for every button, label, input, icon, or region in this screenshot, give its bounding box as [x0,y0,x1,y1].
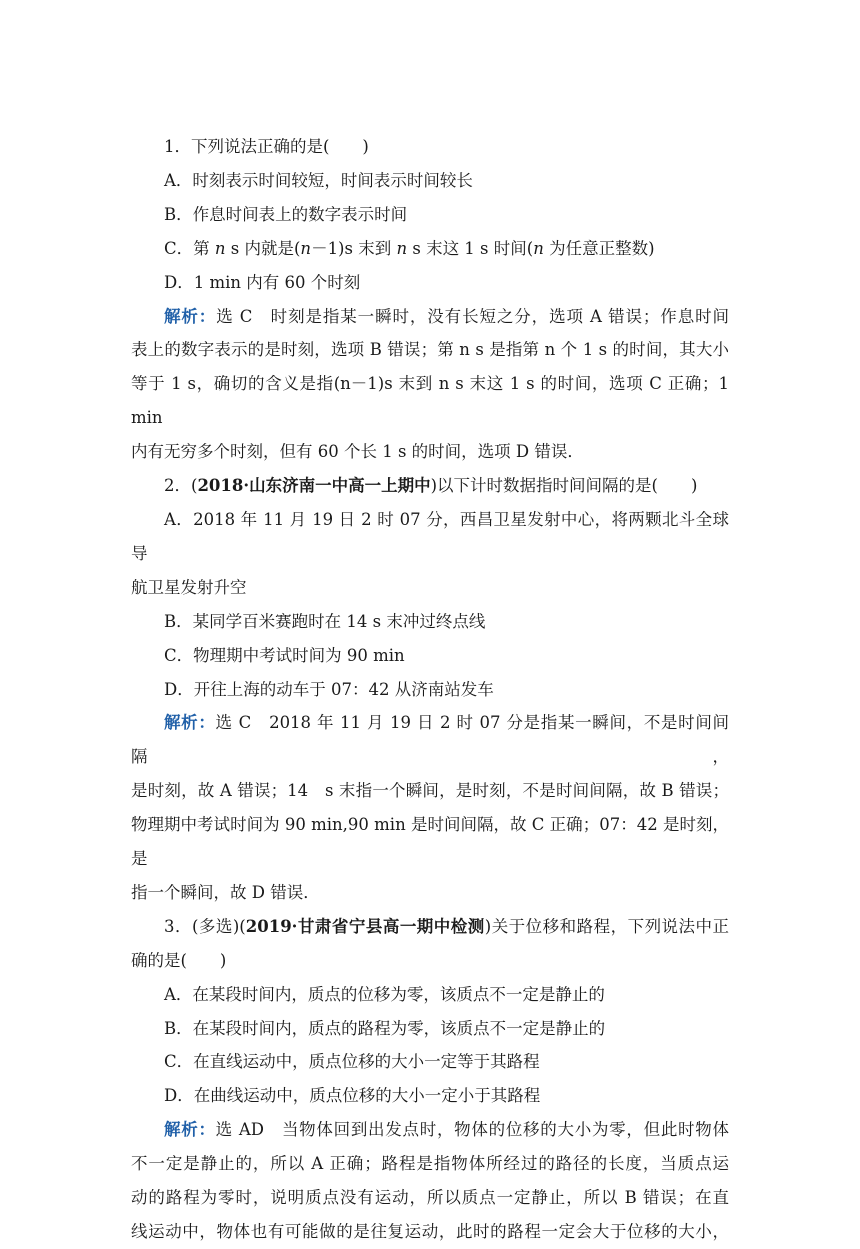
q2-solution-line-4: 指一个瞬间，故 D 错误． [131,882,320,902]
q2-solution-line-2: 是时刻，故 A 错误；14 s 末指一个瞬间，是时刻，不是时间间隔，故 B 错误； [131,781,729,801]
q3-solution-line-1: 解析：选 AD 当物体回到出发点时，物体的位移的大小为零，但此时物体 [164,1120,730,1140]
q1-solution-line-3: 等于 1 s，确切的含义是指(n－1)s 末到 n s 末这 1 s 的时间，选项 C 正确；1 min [131,374,729,428]
q1-option-d: D．1 min 内有 60 个时刻 [164,272,361,292]
q2-option-d: D．开往上海的动车于 07：42 从济南站发车 [164,679,494,699]
q1-solution-line-1: 解析：选 C 时刻是指某一瞬时，没有长短之分，选项 A 错误；作息时间 [164,306,729,326]
q2-source: 2018·山东济南一中高一上期中 [197,476,431,496]
q3-solution-line-2: 不一定是静止的，所以 A 正确；路程是指物体所经过的路径的长度，当质点运 [131,1154,729,1174]
q1-stem: 1．下列说法正确的是( ) [164,137,369,156]
solution-label: 解析： [164,306,217,326]
q2-option-a-line-1: A．2018 年 11 月 19 日 2 时 07 分，西昌卫星发射中心，将两颗北斗全球导 [131,509,729,563]
q2-option-b: B．某同学百米赛跑时在 14 s 末冲过终点线 [164,611,486,631]
q2-option-c: C．物理期中考试时间为 90 min [164,645,405,665]
q3-stem: 3．(多选)(2019·甘肃省宁县高一期中检测)关于位移和路程，下列说法中正 [164,916,730,936]
q2-solution-line-1: 解析：选 C 2018 年 11 月 19 日 2 时 07 分是指某一瞬间，不是时间间隔， [131,713,729,767]
q2-stem: 2．(2018·山东济南一中高一上期中)以下计时数据指时间间隔的是( ) [164,476,698,496]
q3-source: 2019·甘肃省宁县高一期中检测 [245,916,485,936]
q1-option-c: C．第 n s 内就是(n－1)s 末到 n s 末这 1 s 时间(n 为任意正整数) [164,238,655,258]
q3-solution-line-3: 动的路程为零时，说明质点没有运动，所以质点一定静止，所以 B 错误；在直 [131,1188,729,1208]
question-content [131,130,729,1249]
q1-solution-line-4: 内有无穷多个时刻，但有 60 个长 1 s 的时间，选项 D 错误． [131,442,584,462]
q2-solution-line-3: 物理期中考试时间为 90 min,90 min 是时间间隔，故 C 正确；07：42 是时刻，是 [131,815,729,869]
q1-solution-line-2: 表上的数字表示的是时刻，选项 B 错误；第 n s 是指第 n 个 1 s 的时间，其大小 [131,340,729,360]
solution-label: 解析： [164,713,216,733]
q3-option-b: B．在某段时间内，质点的路程为零，该质点不一定是静止的 [164,1018,606,1038]
q3-option-d: D．在曲线运动中，质点位移的大小一定小于其路程 [164,1086,541,1106]
q1-option-a: A．时刻表示时间较短，时间表示时间较长 [164,170,473,190]
q1-option-b: B．作息时间表上的数字表示时间 [164,204,408,224]
solution-label: 解析： [164,1120,216,1140]
q2-option-a-line-2: 航卫星发射升空 [131,577,247,597]
q3-option-a: A．在某段时间内，质点的位移为零，该质点不一定是静止的 [164,984,605,1004]
q3-option-c: C．在直线运动中，质点位移的大小一定等于其路程 [164,1052,540,1072]
q3-solution-line-4: 线运动中，物体也有可能做的是往复运动，此时的路程一定会大于位移的大小， [131,1222,729,1241]
q3-stem-line-2: 确的是( ) [131,950,227,970]
